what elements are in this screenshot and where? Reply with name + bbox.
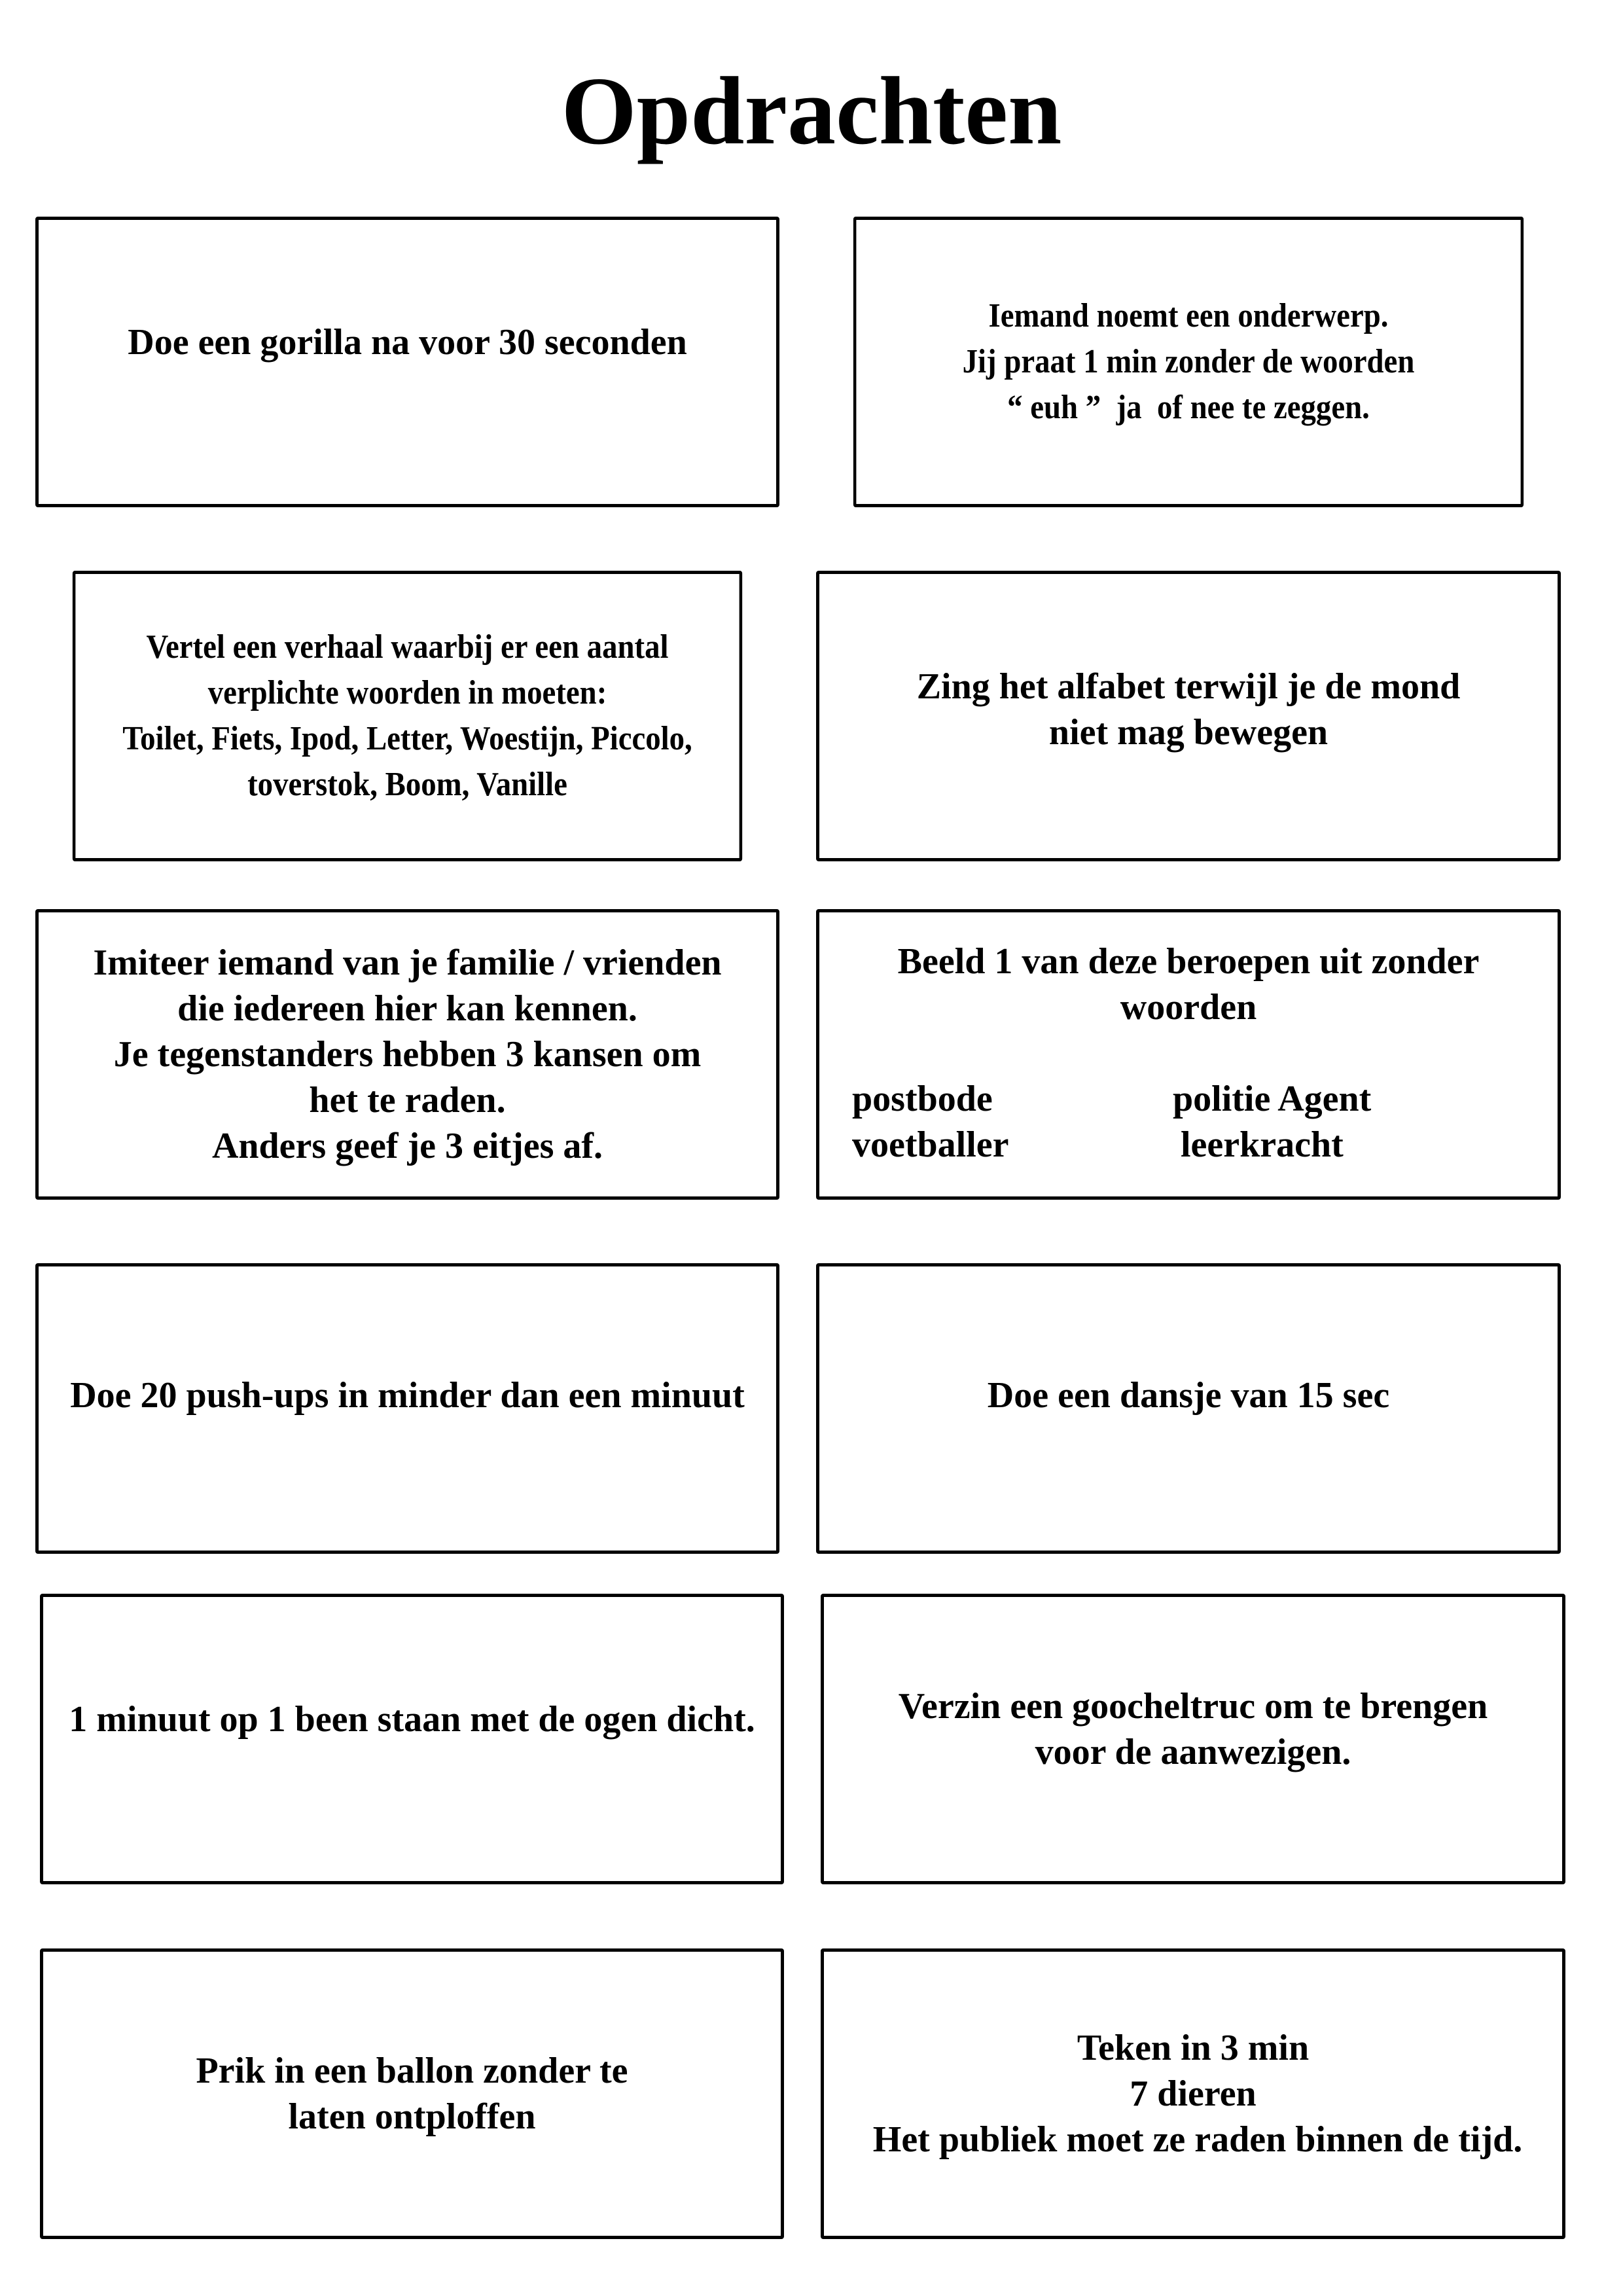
task-card-alfabet <box>816 571 1561 861</box>
card-text: voor de aanwezigen. <box>1035 1732 1351 1772</box>
card-text: Zing het alfabet terwijl je de mond <box>916 666 1461 707</box>
card-text: 1 minuut op 1 been staan met de ogen dicht. <box>69 1699 755 1740</box>
task-card-imiteer <box>35 909 779 1200</box>
page-title: Opdrachten <box>561 58 1062 165</box>
card-text: Prik in een ballon zonder te <box>196 2051 628 2091</box>
card-text: Je tegenstanders hebben 3 kansen om <box>113 1034 702 1075</box>
card-text: laten ontploffen <box>288 2096 536 2137</box>
card-text: die iedereen hier kan kennen. <box>177 988 637 1029</box>
task-card-een-been <box>40 1594 784 1884</box>
task-card-goocheltruc <box>821 1594 1565 1884</box>
card-text: Doe een gorilla na voor 30 seconden <box>128 322 687 363</box>
card-text: woorden <box>1120 987 1257 1028</box>
card-text: 7 dieren <box>1130 2073 1257 2114</box>
task-card-beroepen <box>816 909 1561 1200</box>
card-text: Verzin een goocheltruc om te brengen <box>898 1686 1488 1727</box>
card-text: verplichte woorden in moeten: <box>207 674 607 711</box>
card-text: Imiteer iemand van je familie / vrienden <box>93 942 722 983</box>
task-card-verhaal <box>73 571 742 861</box>
task-card-onderwerp <box>853 217 1524 507</box>
profession-option: voetballer <box>852 1124 1009 1165</box>
card-text: Het publiek moet ze raden binnen de tijd. <box>863 2119 1523 2160</box>
profession-option: politie Agent <box>1173 1079 1372 1119</box>
card-text: Jij praat 1 min zonder de woorden <box>962 343 1415 380</box>
card-text: Doe 20 push-ups in minder dan een minuut <box>70 1375 745 1416</box>
card-text: Vertel een verhaal waarbij er een aantal <box>146 628 669 666</box>
task-card-pushups <box>35 1263 779 1554</box>
card-text: Iemand noemt een onderwerp. <box>988 297 1389 334</box>
profession-options <box>819 1076 1558 1168</box>
task-card-dansje <box>816 1263 1561 1554</box>
profession-option: leerkracht <box>1181 1124 1344 1165</box>
task-card-gorilla <box>35 217 779 507</box>
card-text: niet mag bewegen <box>1048 712 1329 753</box>
card-text: Beeld 1 van deze beroepen uit zonder <box>897 941 1480 982</box>
card-text: toverstok, Boom, Vanille <box>247 766 567 803</box>
card-text: Doe een dansje van 15 sec <box>987 1375 1390 1416</box>
card-text: Anders geef je 3 eitjes af. <box>211 1126 603 1166</box>
card-text: “ euh ” ja of nee te zeggen. <box>1007 389 1370 426</box>
profession-option: postbode <box>852 1079 993 1119</box>
card-text: Teken in 3 min <box>1077 2028 1310 2068</box>
task-card-tekenen <box>821 1948 1565 2239</box>
task-card-ballon <box>40 1948 784 2239</box>
card-text: het te raden. <box>309 1080 506 1121</box>
card-text: Toilet, Fiets, Ipod, Letter, Woestijn, Piccolo, <box>122 720 692 757</box>
